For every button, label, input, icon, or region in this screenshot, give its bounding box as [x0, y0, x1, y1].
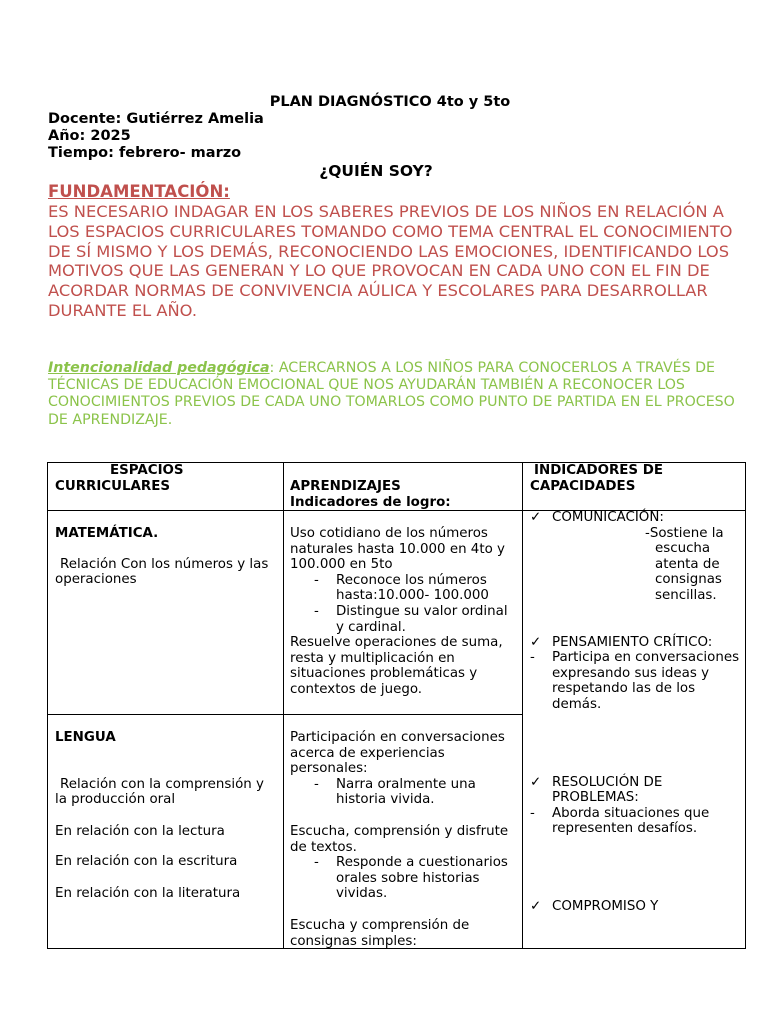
dash-icon: -: [314, 603, 319, 619]
lengua-p3: Escucha y comprensión de consignas simples:: [290, 917, 470, 949]
capacidad-label: COMUNICACIÓN:: [552, 510, 664, 525]
capacidad-label: COMPROMISO Y: [552, 898, 659, 914]
lengua-relacion-literatura: En relación con la literatura: [55, 885, 241, 901]
intencionalidad-text: : ACERCARNOS A LOS NIÑOS PARA CONOCERLOS A TRAVÉS DE TÉCNICAS DE EDUCACIÓN EMOCIONAL QUE NOS AYUDARÁN TAMBIÉN A RECONOCER LOS CONOCIMIENTOS PREVIOS DE CADA UNO TOMARLOS COMO PUNTO DE PARTIDA EN EL PROCESO DE APRENDIZAJE.: [48, 360, 735, 428]
capacidad-label: RESOLUCIÓN DE PROBLEMAS:: [552, 774, 663, 806]
capacidad-pensamiento: [526, 635, 740, 651]
tiempo-line: Tiempo: febrero- marzo: [48, 145, 242, 161]
dash-icon: -: [314, 572, 319, 588]
lengua-relacion-lectura: En relación con la lectura: [55, 823, 225, 839]
pensamiento-item: [526, 650, 740, 712]
list-item-text: Narra oralmente una historia vivida.: [336, 776, 476, 808]
dash-icon: -: [314, 855, 319, 871]
resolucion-item: [526, 806, 740, 837]
plan-table: [47, 462, 746, 949]
header-aprendizajes-line1: APRENDIZAJES: [290, 479, 401, 494]
matematica-relacion: Relación Con los números y las operaciones: [55, 556, 269, 588]
project-subtitle: ¿QUIÉN SOY?: [319, 162, 433, 180]
matematica-cell: [55, 526, 277, 588]
header-aprendizajes-line2: Indicadores de logro:: [290, 494, 451, 510]
table-row-divider: [48, 714, 522, 715]
check-icon: ✓: [530, 774, 542, 790]
dash-icon: -: [530, 650, 535, 666]
list-item: [290, 573, 519, 604]
capacidad-comunicacion: [526, 510, 740, 526]
header-indicadores: [530, 463, 742, 494]
header-espacios: [55, 463, 277, 494]
list-item: [290, 777, 519, 808]
check-icon: ✓: [530, 510, 542, 525]
lengua-aprendizajes: [290, 730, 519, 949]
capacidad-compromiso: [526, 899, 740, 915]
check-icon: ✓: [530, 898, 542, 914]
matematica-intro: Uso cotidiano de los números naturales hasta 10.000 en 4to y 100.000 en 5to: [290, 526, 505, 573]
lengua-title: LENGUA: [55, 730, 116, 745]
list-item-text: Aborda situaciones que representen desafíos.: [552, 805, 710, 837]
lengua-relacion-escritura: En relación con la escritura: [55, 854, 238, 870]
docente-line: Docente: Gutiérrez Amelia: [48, 111, 264, 127]
list-item-text: Reconoce los números hasta:10.000- 100.000: [336, 572, 489, 604]
capacidad-resolucion: [526, 775, 740, 806]
header-espacios-line2: CURRICULARES: [55, 478, 171, 494]
check-icon: ✓: [530, 634, 542, 650]
fundamentacion-heading: FUNDAMENTACIÓN:: [48, 182, 230, 201]
list-item: [290, 604, 519, 635]
header-espacios-line1: ESPACIOS: [110, 463, 184, 478]
intencionalidad-label: Intencionalidad pedagógica: [48, 360, 270, 376]
list-item-text: Participa en conversaciones expresando sus ideas y respetando las de los demás.: [552, 650, 740, 712]
list-item: [290, 855, 519, 902]
list-item-text: Distingue su valor ordinal y cardinal.: [336, 603, 508, 635]
matematica-title: MATEMÁTICA.: [55, 526, 159, 541]
header-indicadores-line1: INDICADORES DE: [534, 463, 664, 478]
matematica-aprendizajes: [290, 526, 519, 698]
table-divider-col1: [283, 463, 284, 948]
header-indicadores-line2: CAPACIDADES: [530, 478, 636, 494]
lengua-p2: Escucha, comprensión y disfrute de textos.: [290, 823, 509, 855]
intencionalidad-paragraph: [48, 360, 748, 429]
table-divider-col2: [522, 463, 523, 948]
list-item-text: Responde a cuestionarios orales sobre historias vividas.: [336, 855, 508, 902]
capacidad-label: PENSAMIENTO CRÍTICO:: [552, 634, 713, 650]
dash-icon: -: [314, 776, 319, 792]
matematica-outro: Resuelve operaciones de suma, resta y multiplicación en situaciones problemáticas y contextos de juego.: [290, 635, 503, 697]
fundamentacion-text: ES NECESARIO INDAGAR EN LOS SABERES PREVIOS DE LOS NIÑOS EN RELACIÓN A LOS ESPACIOS CURRICULARES TOMANDO COMO TEMA CENTRAL EL CONOCIMIENTO DE SÍ MISMO Y LOS DEMÁS, RECONOCIENDO LAS EMOCIONES, IDENTIFICANDO LOS MOTIVOS QUE LAS GENERAN Y LO QUE PROVOCAN EN CADA UNO CON EL FIN DE ACORDAR NORMAS DE CONVIVENCIA AÚLICA Y ESCOLARES PARA DESARROLLAR DURANTE EL AÑO.: [48, 202, 733, 320]
header-aprendizajes: [290, 479, 518, 510]
lengua-p1: Participación en conversaciones acerca de experiencias personales:: [290, 730, 505, 777]
capacidades-column: [526, 510, 740, 915]
lengua-relacion-oral: Relación con la comprensión y la producción oral: [55, 776, 264, 808]
anio-line: Año: 2025: [48, 128, 131, 144]
dash-icon: -: [530, 805, 535, 821]
comunicacion-item: -Sostiene la escucha atenta de consignas sencillas.: [645, 525, 724, 603]
document-title: PLAN DIAGNÓSTICO 4to y 5to: [269, 94, 511, 110]
lengua-cell: [55, 730, 277, 902]
